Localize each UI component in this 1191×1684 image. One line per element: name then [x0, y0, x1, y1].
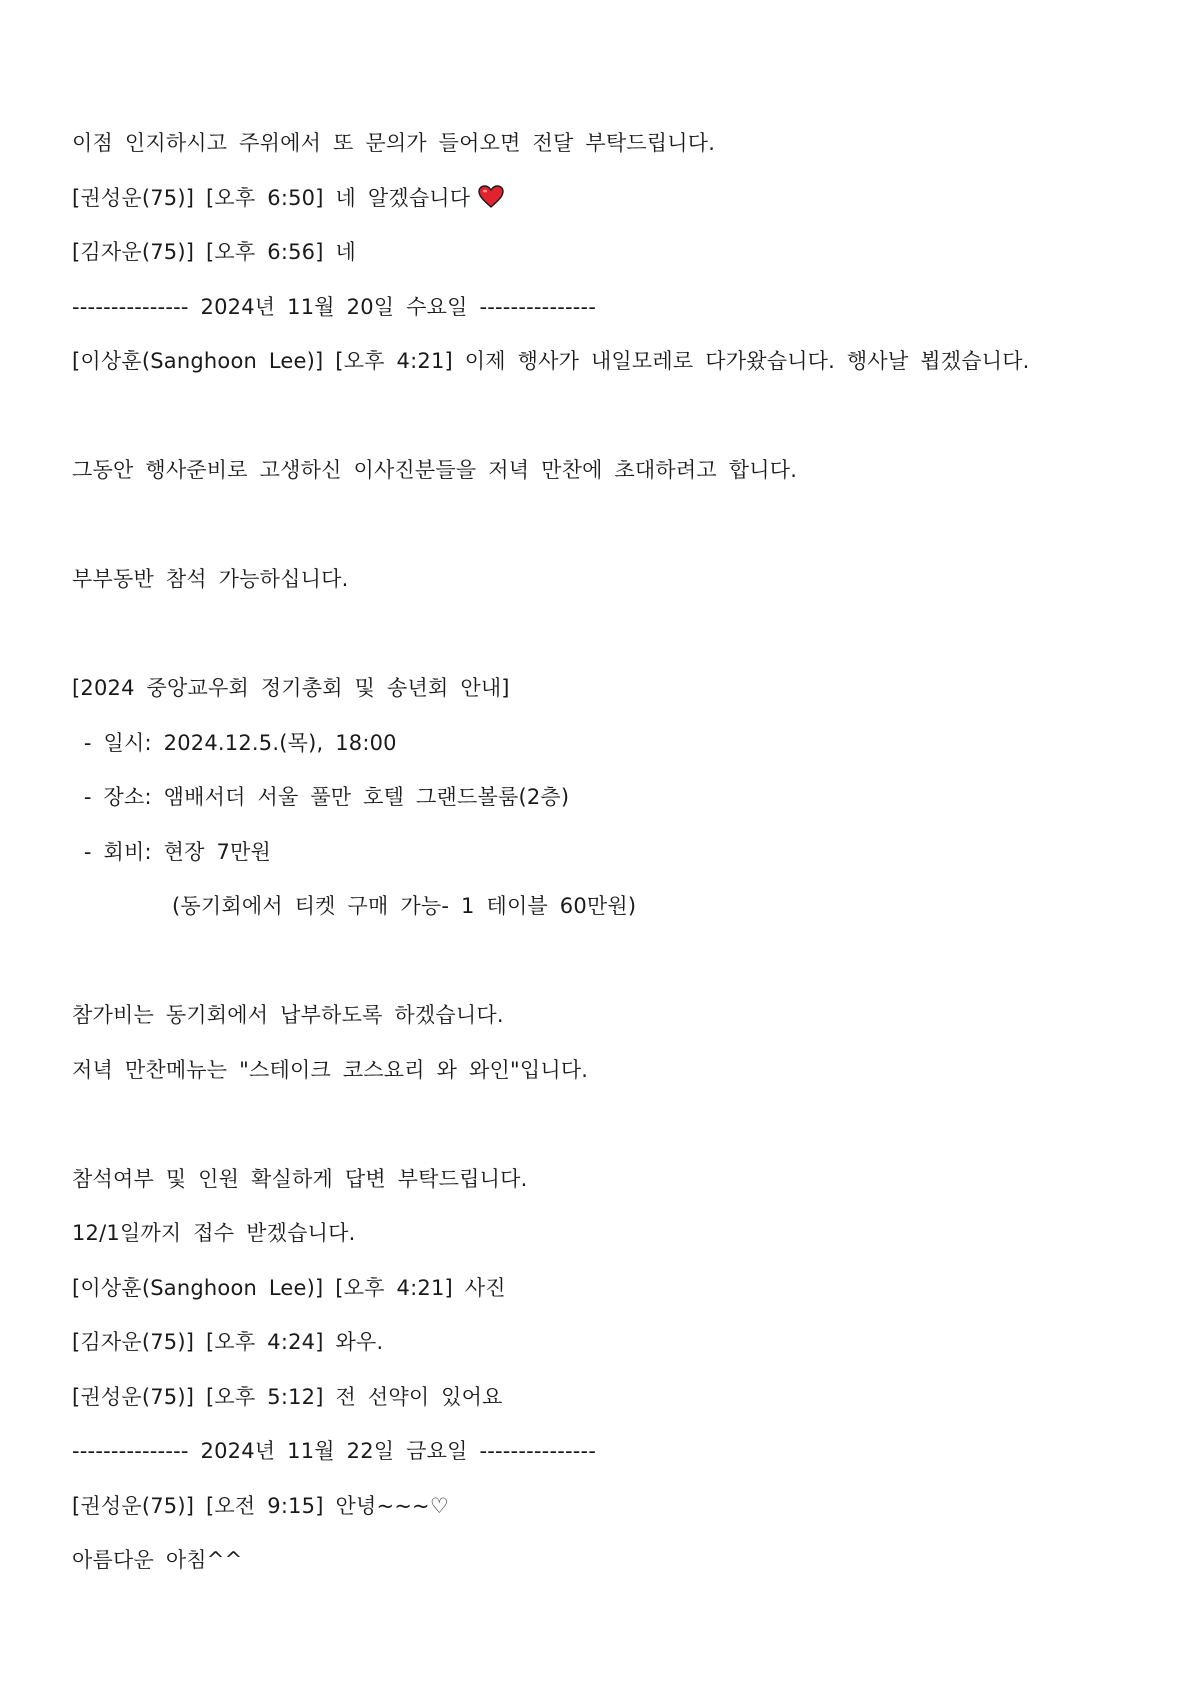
heart-icon	[478, 185, 504, 209]
message-line: [이상훈(Sanghoon Lee)] [오후 4:21] 사진	[72, 1275, 506, 1300]
message-line: [김자운(75)] [오후 6:56] 네	[72, 240, 356, 264]
event-venue-item: - 장소: 앰배서더 서울 풀만 호텔 그랜드볼룸(2층)	[72, 785, 570, 809]
chat-log-text	[72, 123, 1132, 1595]
text-line: 부부동반 참석 가능하십니다.	[72, 567, 349, 591]
message-text: [권성운(75)] [오후 6:50] 네 알겠습니다	[72, 185, 471, 210]
event-ticket-note: (동기회에서 티켓 구매 가능- 1 테이블 60만원)	[172, 894, 637, 918]
date-separator: --------------- 2024년 11월 20일 수요일 ---------------	[72, 294, 597, 319]
text-line: 아름다운 아침^^	[72, 1548, 243, 1572]
date-separator: --------------- 2024년 11월 22일 금요일 ---------------	[72, 1439, 597, 1463]
event-fee-item: - 회비: 현장 7만원	[72, 839, 272, 864]
blank-line	[72, 941, 1132, 996]
event-title: [2024 중앙교우회 정기총회 및 송년회 안내]	[72, 676, 510, 700]
text-line: 참가비는 동기회에서 납부하도록 하겠습니다.	[72, 1003, 504, 1027]
blank-line	[72, 1104, 1132, 1159]
event-date-item: - 일시: 2024.12.5.(목), 18:00	[72, 730, 397, 755]
text-line: 이점 인지하시고 주위에서 또 문의가 들어오면 전달 부탁드립니다.	[72, 131, 716, 155]
blank-line	[72, 505, 1132, 560]
blank-line	[72, 614, 1132, 669]
blank-line	[72, 396, 1132, 451]
message-line	[72, 178, 1132, 233]
text-line: 그동안 행사준비로 고생하신 이사진분들을 저녁 만찬에 초대하려고 합니다.	[72, 458, 798, 482]
message-line: [권성운(75)] [오후 5:12] 전 선약이 있어요	[72, 1384, 503, 1409]
message-line: [이상훈(Sanghoon Lee)] [오후 4:21] 이제 행사가 내일모레로 다가왔습니다. 행사날 뵙겠습니다.	[72, 349, 1030, 373]
message-line: [김자운(75)] [오후 4:24] 와우.	[72, 1330, 384, 1354]
text-line: 12/1일까지 접수 받겠습니다.	[72, 1221, 356, 1245]
text-line: 저녁 만찬메뉴는 "스테이크 코스요리 와 와인"입니다.	[72, 1057, 589, 1082]
message-line: [권성운(75)] [오전 9:15] 안녕~~~♡	[72, 1493, 449, 1518]
text-line: 참석여부 및 인원 확실하게 답변 부탁드립니다.	[72, 1166, 528, 1191]
